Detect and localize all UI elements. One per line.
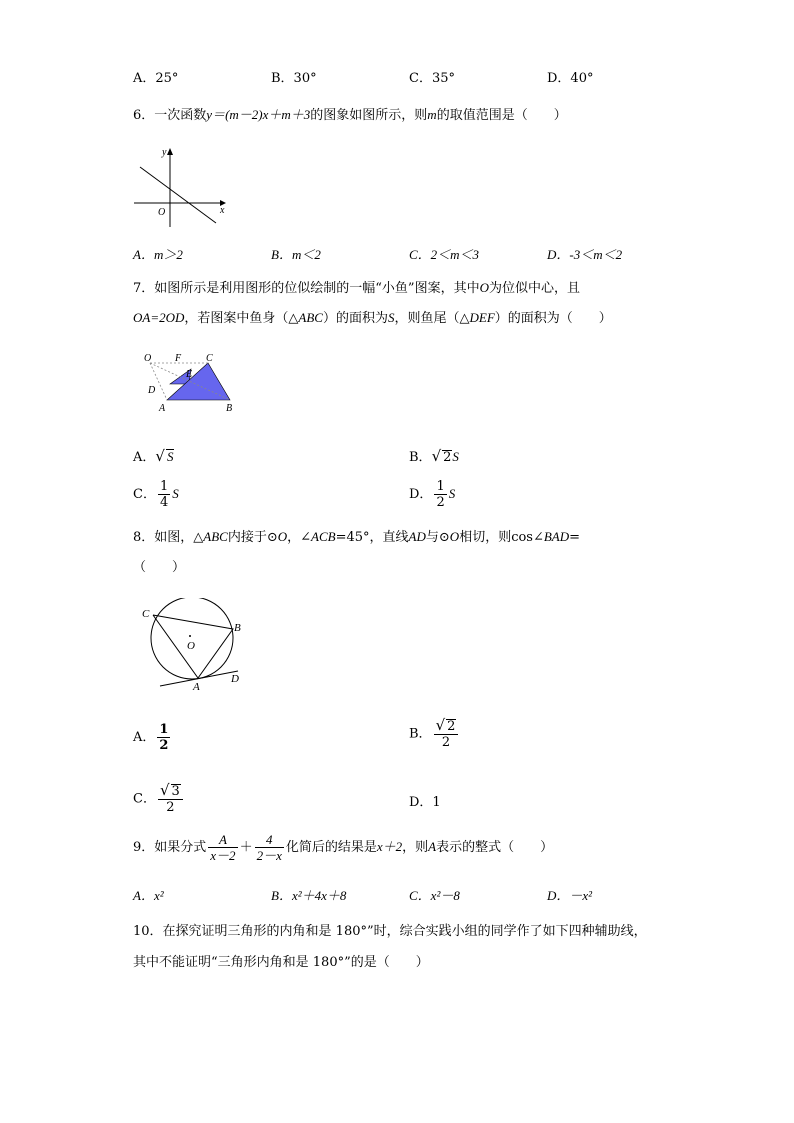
q9-text: 化简后的结果是: [285, 840, 377, 855]
numerator: 1: [159, 722, 169, 737]
sqrt-icon: √: [431, 447, 442, 465]
radicand: S: [166, 449, 174, 464]
q9-text: ，则: [402, 840, 429, 855]
q8-text: ，∠: [287, 530, 312, 545]
q6-option-d[interactable]: D．-3＜m＜2: [547, 247, 623, 262]
y-axis-arrow-icon: [167, 148, 173, 155]
label-c: C: [142, 608, 150, 620]
sqrt-icon: √: [155, 447, 165, 465]
numerator: 1: [159, 479, 169, 494]
option-letter: A．: [133, 730, 156, 745]
label-a: A: [193, 681, 200, 693]
q9-stem: [133, 832, 553, 863]
label-b: B: [226, 403, 233, 414]
fraction: [434, 718, 459, 750]
label-o: O: [187, 640, 195, 652]
q6-stem: [133, 104, 567, 123]
center-point: [189, 635, 191, 637]
q7-option-a[interactable]: [133, 446, 174, 465]
fraction-1: [208, 832, 237, 863]
q10-stem-line1: 10．在探究证明三角形的内角和是 180°”时，综合实践小组的同学作了如下四种辅助线，: [133, 924, 647, 939]
denominator: x－2: [210, 848, 236, 863]
q8-var: BAD: [543, 529, 570, 544]
q7-option-b[interactable]: [409, 446, 459, 465]
numerator: A: [208, 832, 237, 848]
q7-stem-line2: [133, 307, 612, 326]
q6-option-b[interactable]: B．m＜2: [271, 247, 321, 262]
q7-option-d[interactable]: [409, 479, 455, 510]
radicand: 3: [171, 784, 180, 799]
option-var: S: [448, 486, 456, 501]
label-o: O: [144, 353, 152, 364]
label-f: F: [175, 353, 182, 364]
q7-stem-line1: [133, 277, 580, 296]
q6-option-c[interactable]: C．2＜m＜3: [409, 247, 480, 262]
q6-var: m: [427, 107, 437, 122]
numerator: 1: [436, 479, 445, 494]
q8-var: AD: [408, 529, 426, 544]
q7-center-var: O: [479, 280, 489, 295]
option-letter: B．: [409, 726, 432, 742]
q9-var: A: [428, 839, 437, 854]
q5-option-a[interactable]: A．25°: [133, 71, 179, 86]
q6-text-after: 的图象如图所示，则: [310, 108, 428, 123]
denominator: 4: [159, 495, 169, 510]
q8-triangle: △ABC: [193, 529, 228, 544]
q6-option-a[interactable]: A．m＞2: [133, 247, 183, 262]
numerator: [434, 718, 459, 735]
fraction-2: [255, 832, 284, 863]
numerator: [158, 783, 183, 800]
y-label: y: [162, 147, 167, 158]
label-a: A: [159, 403, 166, 414]
q8-option-c[interactable]: [133, 783, 185, 815]
q9-text: 9．如果分式: [133, 840, 207, 855]
q6-formula: y＝(m－2)x＋m＋3: [206, 107, 311, 122]
option-letter: C．: [133, 487, 156, 502]
q7-text: ，则鱼尾（: [394, 311, 460, 326]
option-var: S: [172, 486, 179, 501]
fraction: [434, 479, 446, 510]
denominator: 2: [436, 495, 445, 510]
q9-text: 表示的整式（ ）: [436, 840, 554, 855]
q7-text: ）的面积为（ ）: [494, 311, 612, 326]
q8-text: 与⊙: [425, 530, 450, 545]
fraction: [158, 479, 170, 510]
q6-graph: [128, 143, 238, 233]
denominator: 2－x: [256, 848, 282, 863]
q8-text: 8．如图，: [133, 530, 194, 545]
q8-text: =: [569, 530, 581, 545]
q5-option-b[interactable]: B．30°: [271, 71, 317, 86]
q7-text: 为位似中心，且: [488, 281, 580, 296]
q8-stem-line1: [133, 526, 580, 545]
denominator: 2: [159, 738, 169, 753]
q7-triangle-def: △DEF: [459, 310, 495, 325]
q6-number: 6．: [133, 108, 155, 123]
numerator: 4: [255, 832, 284, 848]
q8-text: 相切，则cos∠: [459, 530, 544, 545]
sqrt-icon: √: [159, 781, 170, 799]
q9-option-a[interactable]: A．x²: [133, 888, 164, 903]
radicand: 2: [443, 450, 452, 465]
label-c: C: [206, 353, 213, 364]
label-e: E: [186, 369, 193, 380]
denominator: 2: [166, 800, 175, 815]
q8-stem-line2: （ ）: [133, 560, 186, 575]
option-letter: D．: [409, 487, 433, 502]
circle-o: [151, 598, 233, 679]
q9-option-b[interactable]: B．x²＋4x＋8: [271, 888, 347, 903]
option-letter: A．: [133, 450, 156, 465]
origin-label: O: [158, 207, 166, 218]
q7-area-var: S: [387, 310, 395, 325]
x-label: x: [220, 205, 225, 216]
q7-text: 7．如图所示是利用图形的位似绘制的一幅“小鱼”图案，其中: [133, 281, 480, 296]
plus-sign: ＋: [239, 840, 253, 855]
q9-option-d[interactable]: D．－x²: [547, 888, 593, 903]
q6-text-end: 的取值范围是（ ）: [436, 108, 567, 123]
q7-triangle-abc: △ABC: [288, 310, 323, 325]
q7-text: ，若图案中鱼身（: [184, 311, 289, 326]
q8-var: O: [449, 529, 460, 544]
option-var: S: [452, 449, 459, 464]
sqrt-icon: √: [435, 716, 446, 734]
q8-var: O: [277, 529, 288, 544]
q8-circle-figure: [138, 598, 250, 694]
q5-option-d[interactable]: D．40°: [547, 71, 594, 86]
q7-option-c[interactable]: [133, 479, 179, 510]
denominator: 2: [441, 735, 451, 750]
option-letter: B．: [409, 450, 432, 465]
radicand: 2: [447, 719, 456, 734]
q10-stem-line2: 其中不能证明“三角形内角和是 180°”的是（ ）: [133, 955, 429, 970]
q9-result: x＋2: [376, 839, 403, 854]
q8-var: ACB: [311, 529, 336, 544]
label-d: D: [148, 385, 156, 396]
fraction: [158, 783, 183, 815]
q7-text: ）的面积为: [322, 311, 388, 326]
q5-option-c[interactable]: C．35°: [409, 71, 455, 86]
q8-option-d[interactable]: D．1: [409, 795, 441, 810]
q8-text: 内接于⊙: [227, 530, 278, 545]
label-d: D: [231, 673, 239, 685]
q8-text: =45°，直线: [335, 530, 409, 545]
q6-text-before: 一次函数: [154, 108, 207, 123]
option-letter: C．: [133, 791, 156, 807]
q9-option-c[interactable]: C．x²－8: [409, 888, 460, 903]
fraction: [157, 722, 170, 753]
q8-option-b[interactable]: [409, 718, 460, 750]
label-b: B: [234, 622, 241, 634]
q7-fish-figure: [140, 348, 240, 414]
function-line: [140, 167, 216, 223]
q7-ratio: OA=2OD: [133, 310, 185, 325]
q8-option-a[interactable]: [133, 722, 172, 753]
